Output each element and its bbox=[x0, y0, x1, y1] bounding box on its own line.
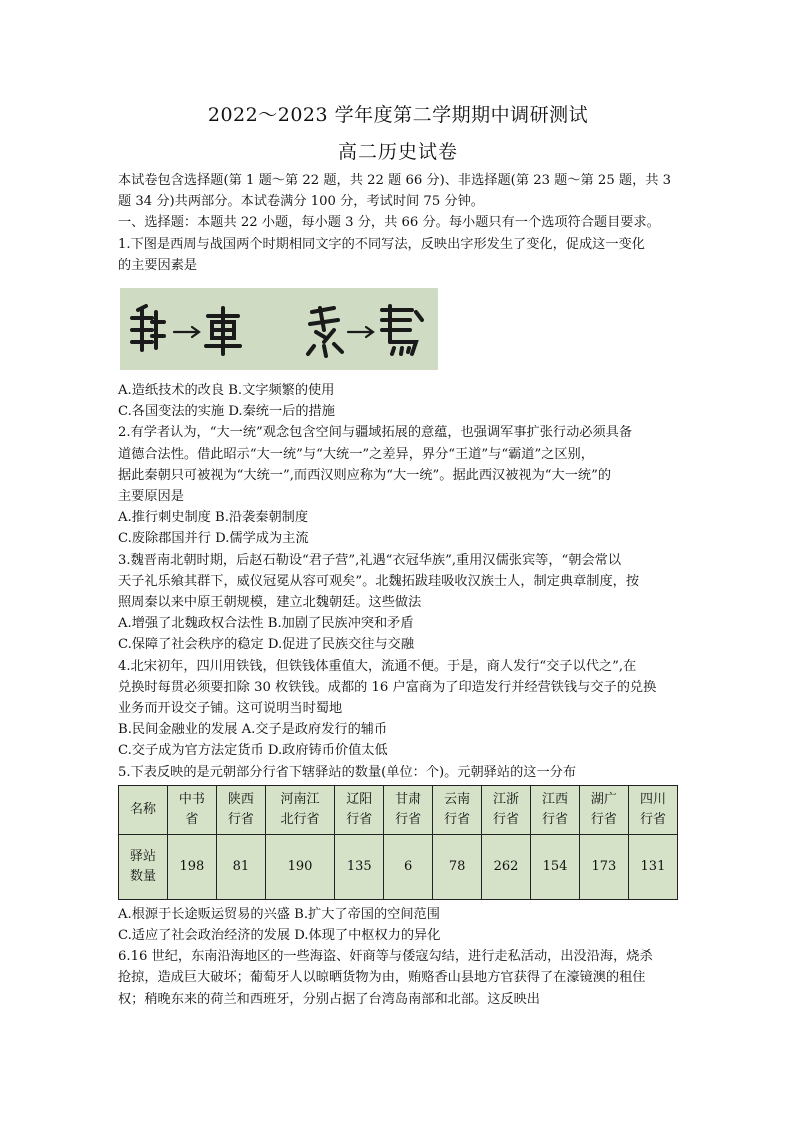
table-header-cell: 江浙 行省 bbox=[482, 785, 531, 834]
table-header-cell: 名称 bbox=[119, 785, 168, 834]
section-heading: 一、选择题：本题共 22 小题，每小题 3 分，共 66 分。每小题只有一个选项符合题目要求。 bbox=[118, 215, 660, 231]
table-row-label: 驿站 数量 bbox=[119, 834, 168, 899]
table-header-cell: 湖广 行省 bbox=[579, 785, 628, 834]
question-2-stem: 2.有学者认为，“大一统”观念包含空间与疆域拓展的意蕴，也强调军事扩张行动必须具备 bbox=[118, 425, 632, 441]
question-2-stem: 据此秦朝只可被视为“大统一”,而西汉则应称为“大一统”。据此西汉被视为“大一统”的 bbox=[118, 467, 612, 483]
question-2-option: A.推行刺史制度 B.沿袭秦朝制度 bbox=[118, 510, 309, 526]
table-row bbox=[119, 785, 678, 834]
question-5-stem: 5.下表反映的是元朝部分行省下辖驿站的数量(单位：个)。元朝驿站的这一分布 bbox=[118, 764, 577, 780]
table-cell: 78 bbox=[433, 834, 482, 899]
question-2-stem: 道德合法性。借此昭示“大一统”与“大统一”之差异，界分“王道”与“霸道”之区别， bbox=[118, 446, 594, 462]
intro-line: 题 34 分)共两部分。本试卷满分 100 分，考试时间 75 分钟。 bbox=[118, 194, 484, 210]
table-row bbox=[119, 834, 678, 899]
question-4-option: B.民间金融业的发展 A.交子是政府发行的辅币 bbox=[118, 722, 388, 738]
exam-title: 2022～2023 学年度第二学期期中调研测试 bbox=[207, 104, 589, 126]
question-3-option: C.保障了社会秩序的稳定 D.促进了民族交往与交融 bbox=[118, 637, 415, 653]
glyph-che bbox=[206, 308, 240, 354]
question-4-option: C.交子成为官方法定货币 D.政府铸币价值太低 bbox=[118, 743, 388, 759]
question-2-option: C.废除郡国并行 D.儒学成为主流 bbox=[118, 531, 309, 547]
question-3-stem: 3.魏晋南北朝时期，后赵石勒设“君子营”,礼遇“衣冠华族”,重用汉儒张宾等，“朝会常以 bbox=[118, 552, 622, 568]
ancient-script-figure bbox=[120, 288, 438, 370]
table-header-cell: 陕西 行省 bbox=[216, 785, 265, 834]
question-3-option: A.增强了北魏政权合法性 B.加剧了民族冲突和矛盾 bbox=[118, 616, 414, 632]
question-2-stem: 主要原因是 bbox=[118, 489, 184, 505]
table-header-cell: 河南江 北行省 bbox=[265, 785, 334, 834]
question-4-stem: 业务而开设交子铺。这可说明当时蜀地 bbox=[118, 701, 343, 717]
question-4-stem: 兑换时每贯必须要扣除 30 枚铁钱。成都的 16 户富商为了印造发行并经营铁钱与交子的兑换 bbox=[118, 679, 657, 695]
question-3-stem: 天子礼乐飨其群下，威仪冠冕从容可观矣”。北魏拓跋珪吸收汉族士人，制定典章制度，按 bbox=[118, 573, 640, 589]
glyph-ma bbox=[382, 306, 422, 354]
question-1-option: C.各国变法的实施 D.秦统一后的措施 bbox=[118, 404, 335, 420]
table-header-cell: 四川 行省 bbox=[628, 785, 677, 834]
question-1-stem: 的主要因素是 bbox=[118, 257, 198, 273]
question-5-option: C.适应了社会政治经济的发展 D.体现了中枢权力的异化 bbox=[118, 928, 441, 944]
table-header-cell: 辽阳 行省 bbox=[335, 785, 384, 834]
table-header-cell: 江西 行省 bbox=[531, 785, 580, 834]
table-cell: 81 bbox=[216, 834, 265, 899]
table-cell: 131 bbox=[628, 834, 677, 899]
table-cell: 173 bbox=[579, 834, 628, 899]
question-1-option: A.造纸技术的改良 B.文字频繁的使用 bbox=[118, 383, 335, 399]
question-6-stem: 抢掠，造成巨大破坏；葡萄牙人以晾晒货物为由，贿赂香山县地方官获得了在濠镜澳的租住 bbox=[118, 970, 646, 986]
table-header-cell: 云南 行省 bbox=[433, 785, 482, 834]
table-header-cell: 中书 省 bbox=[167, 785, 216, 834]
exam-subtitle: 高二历史试卷 bbox=[337, 141, 458, 163]
table-cell: 190 bbox=[265, 834, 334, 899]
question-3-stem: 照周秦以来中原王朝规模，建立北魏朝廷。这些做法 bbox=[118, 595, 422, 611]
question-6-stem: 权；稍晚东来的荷兰和西班牙，分别占据了台湾岛南部和北部。这反映出 bbox=[118, 991, 540, 1007]
glyph-ancient-ma bbox=[308, 308, 342, 356]
question-5-option: A.根源于长途贩运贸易的兴盛 B.扩大了帝国的空间范围 bbox=[118, 906, 440, 922]
intro-line: 本试卷包含选择题(第 1 题～第 22 题，共 22 题 66 分)、非选择题(第 23 题～第 25 题，共 3 bbox=[118, 173, 672, 188]
question-1-stem: 1.下图是西周与战国两个时期相同文字的不同写法，反映出字形发生了变化，促成这一变化 bbox=[118, 236, 645, 252]
table-cell: 6 bbox=[384, 834, 433, 899]
question-6-stem: 6.16 世纪，东南沿海地区的一些海盗、奸商等与倭寇勾结，进行走私活动，出没沿海，烧杀 bbox=[118, 949, 653, 965]
table-header-cell: 甘肃 行省 bbox=[384, 785, 433, 834]
table-cell: 135 bbox=[335, 834, 384, 899]
ancient-script-drawing bbox=[120, 288, 438, 370]
table-cell: 198 bbox=[167, 834, 216, 899]
table-cell: 154 bbox=[531, 834, 580, 899]
question-4-stem: 4.北宋初年，四川用铁钱，但铁钱体重值大，流通不便。于是，商人发行“交子以代之”,在 bbox=[118, 658, 637, 674]
glyph-ancient-che bbox=[132, 306, 164, 350]
relay-station-table bbox=[118, 785, 678, 900]
exam-page bbox=[118, 100, 678, 1010]
table-cell: 262 bbox=[482, 834, 531, 899]
